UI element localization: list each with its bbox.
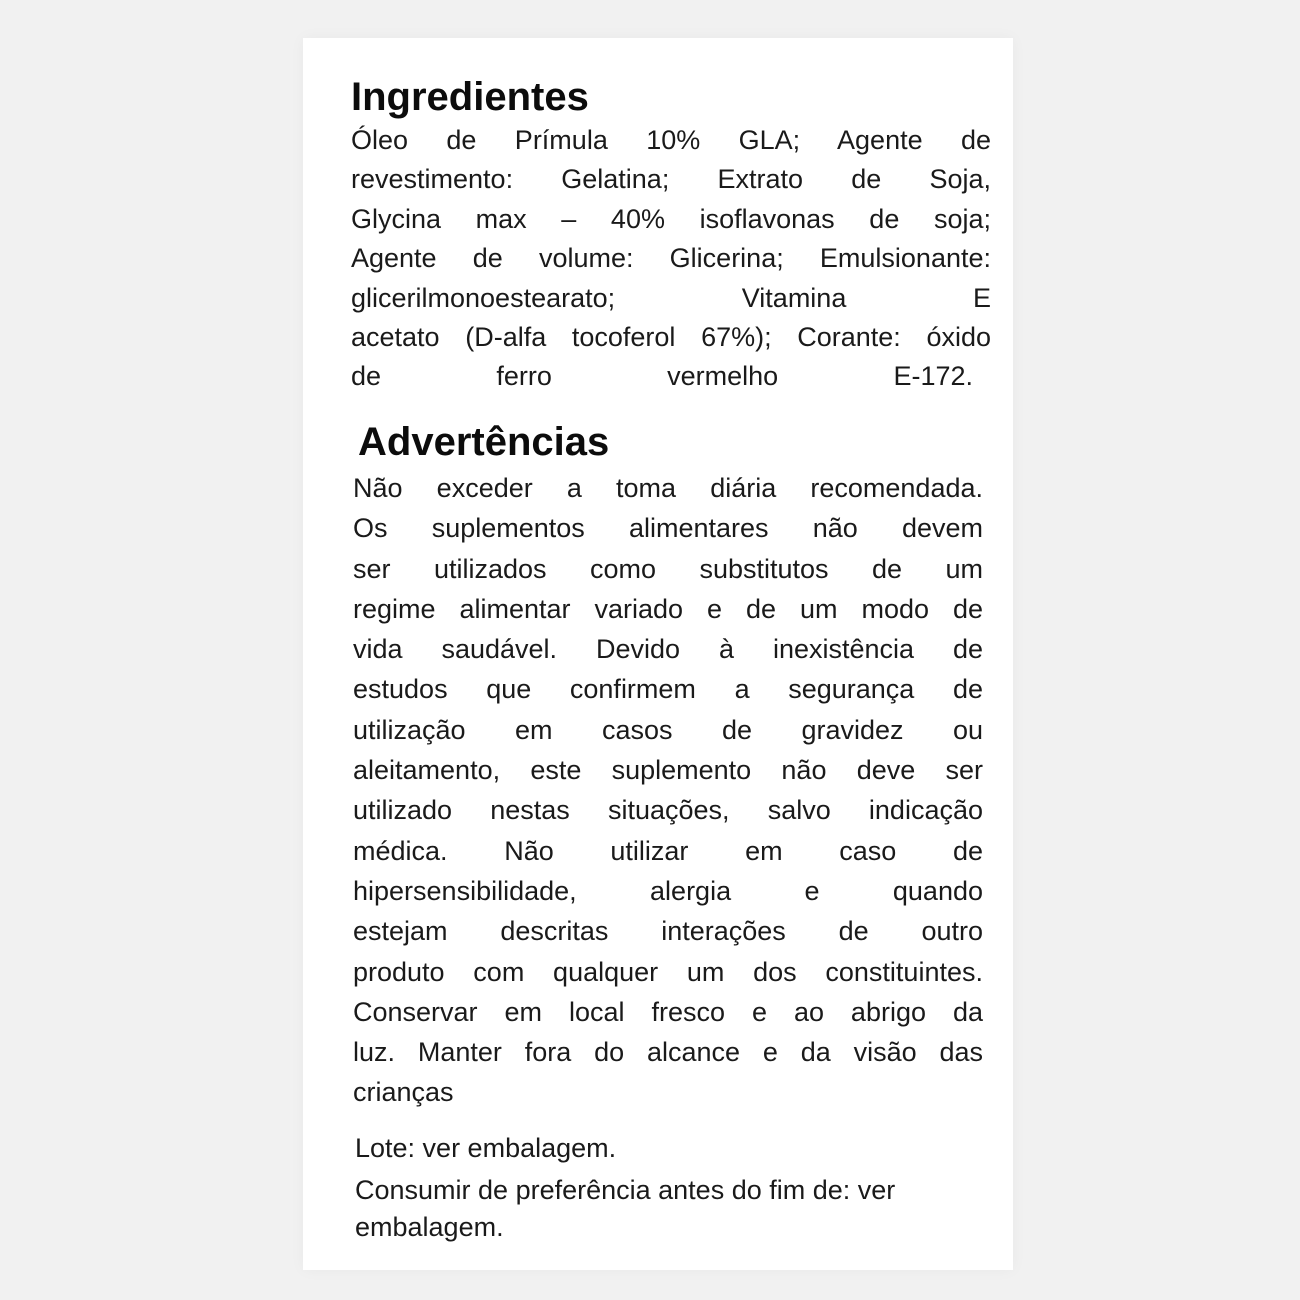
ingredients-line: de ferro vermelho E-172. (351, 361, 973, 392)
warnings-line: regime alimentar variado e de um modo de (353, 593, 983, 624)
best-before-info-continued: embalagem. (355, 1212, 504, 1242)
warnings-line: aleitamento, este suplemento não deve ser (353, 755, 983, 786)
warnings-line: estudos que confirmem a segurança de (353, 674, 983, 705)
warnings-line: Não exceder a toma diária recomendada. (353, 473, 983, 503)
ingredients-line: Glycina max – 40% isoflavonas de soja; (351, 203, 991, 234)
warnings-line: estejam descritas interações de outro (353, 916, 983, 947)
warnings-heading: Advertências (358, 420, 610, 464)
ingredients-heading: Ingredientes (351, 75, 589, 119)
ingredients-text (351, 121, 991, 397)
warnings-line: Os suplementos alimentares não devem (353, 513, 983, 544)
warnings-line: luz. Manter fora do alcance e da visão das (353, 1037, 983, 1068)
warnings-line: utilização em casos de gravidez ou (353, 714, 983, 745)
batch-info: Lote: ver embalagem. (355, 1133, 617, 1163)
product-label-card (303, 38, 1013, 1270)
warnings-line: produto com qualquer um dos constituintes. (353, 956, 983, 987)
warnings-line: Conservar em local fresco e ao abrigo da (353, 996, 983, 1027)
warnings-line: ser utilizados como substitutos de um (353, 553, 983, 584)
warnings-line: hipersensibilidade, alergia e quando (353, 875, 983, 906)
best-before-info: Consumir de preferência antes do fim de: ver (355, 1175, 896, 1205)
warnings-line: crianças (353, 1077, 454, 1108)
warnings-line: médica. Não utilizar em caso de (353, 835, 983, 866)
ingredients-line: Agente de volume: Glicerina; Emulsionante: (351, 243, 991, 274)
warnings-line: utilizado nestas situações, salvo indicação (353, 795, 983, 826)
ingredients-line: revestimento: Gelatina; Extrato de Soja, (351, 164, 991, 195)
ingredients-line: acetato (D-alfa tocoferol 67%); Corante: óxido (351, 321, 991, 352)
warnings-text (353, 468, 983, 1113)
ingredients-line: glicerilmonoestearato; Vitamina E (351, 282, 991, 313)
warnings-line: vida saudável. Devido à inexistência de (353, 634, 983, 665)
ingredients-line: Óleo de Prímula 10% GLA; Agente de (351, 125, 991, 155)
